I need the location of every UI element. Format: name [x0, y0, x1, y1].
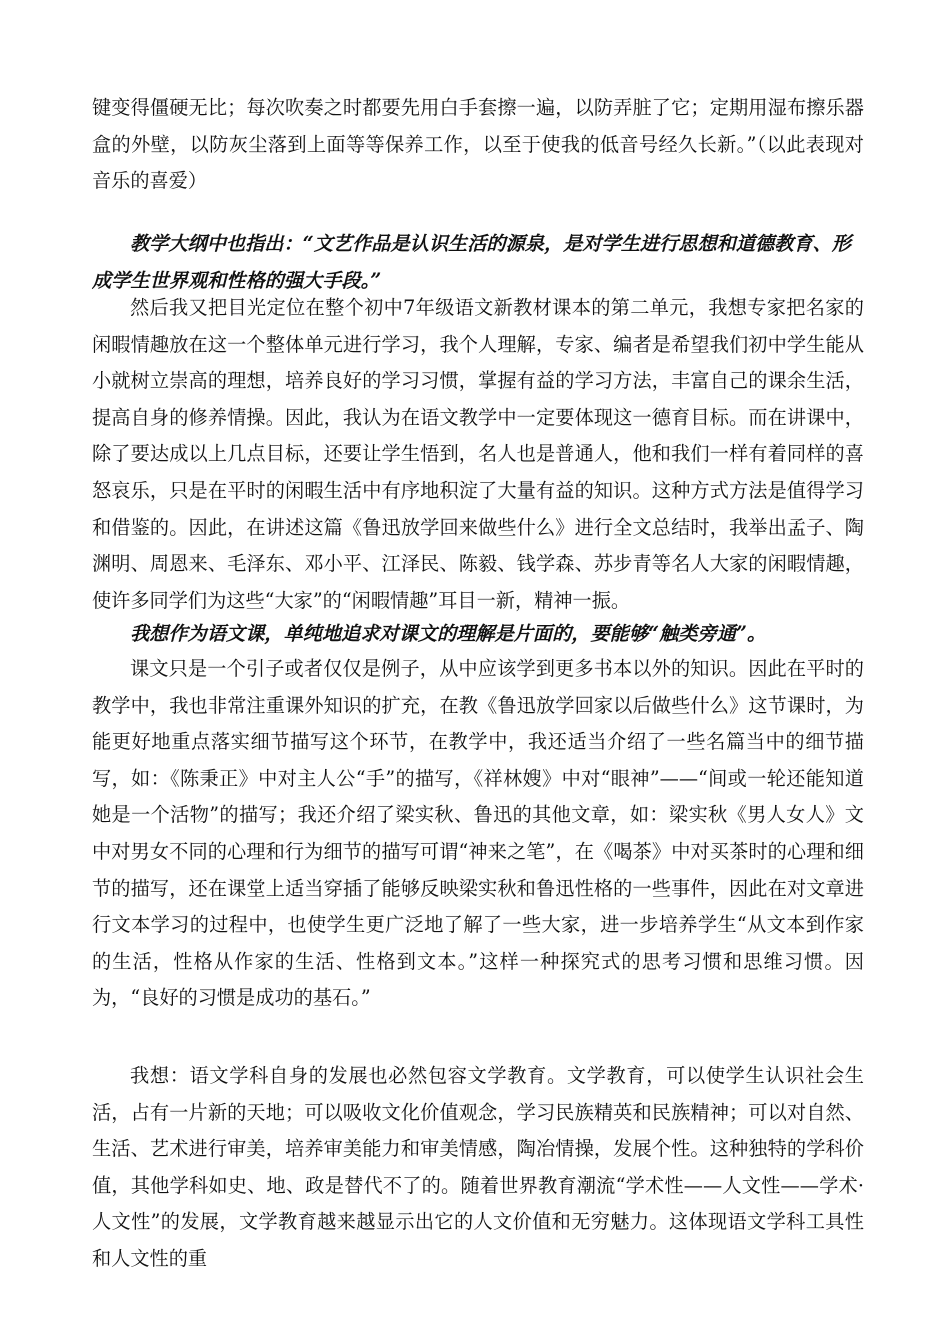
paragraph-unit-focus: 然后我又把目光定位在整个初中7年级语文新教材课本的第二单元，我想专家把名家的闲暇情趣放在这一个整体单元进行学习，我个人理解，专家、编者是希望我们初中学生能从小就树立崇高的理想，培养良好的学习习惯，掌握有益的学习方法，丰富自己的课余生活，提高自身的修养情操。因此，我认为在语文教学中一定要体现这一德育目标。而在讲课中，除了要达成以上几点目标，还要让学生悟到，名人也是普通人，他和我们一样有着同样的喜怒哀乐，只是在平时的闲暇生活中有序地积淀了大量有益的知识。这种方式方法是值得学习和借鉴的。因此，在讲述这篇《鲁迅放学回来做些什么》进行全文总结时，我举出孟子、陶渊明、周恩来、毛泽东、邓小平、江泽民、陈毅、钱学森、苏步青等名人大家的闲暇情趣，使许多同学们为这些“大家”的“闲暇情趣”耳目一新，精神一振。	[92, 296, 864, 612]
chinese-class-quote: 我想作为语文课，单纯地追求对课文的理解是片面的，要能够“触类旁通”。	[130, 622, 767, 645]
syllabus-quote: 教学大纲中也指出：“文艺作品是认识生活的源泉，是对学生进行思想和道德教育、形成学生世界观和性格的强大手段。”	[92, 232, 851, 292]
paragraph-literature: 我想：语文学科自身的发展也必然包容文学教育。文学教育，可以使学生认识社会生活，占有一片新的天地；可以吸收文化价值观念，学习民族精英和民族精神；可以对自然、生活、艺术进行审美，培养审美能力和审美情感，陶冶情操，发展个性。这种独特的学科价值，其他学科如史、地、政是替代不了的。随着世界教育潮流“学术性——人文性——学术·人文性”的发展，文学教育越来越显示出它的人文价值和无穷魅力。这体现语文学科工具性和人文性的重	[92, 1064, 864, 1270]
paragraph-extracurricular: 课文只是一个引子或者仅仅是例子，从中应该学到更多书本以外的知识。因此在平时的教学中，我也非常注重课外知识的扩充，在教《鲁迅放学回家以后做些什么》这节课时，为能更好地重点落实细节描写这个环节，在教学中，我还适当介绍了一些名篇当中的细节描写，如：《陈秉正》中对主人公“手”的描写，《祥林嫂》中对“眼神”——“间或一轮还能知道她是一个活物”的描写；我还介绍了梁实秋、鲁迅的其他文章，如：梁实秋《男人女人》文中对男女不同的心理和行为细节的描写可谓“神来之笔”，在《喝茶》中对买茶时的心理和细节的描写，还在课堂上适当穿插了能够反映梁实秋和鲁迅性格的一些事件，因此在对文章进行文本学习的过程中，也使学生更广泛地了解了一些大家，进一步培养学生“从文本到作家的生活，性格从作家的生活、性格到文本。”这样一种探究式的思考习惯和思维习惯。因为，“良好的习惯是成功的基石。”	[92, 657, 864, 1010]
paragraph-continuation: 键变得僵硬无比；每次吹奏之时都要先用白手套擦一遍，以防弄脏了它；定期用湿布擦乐器盒的外壁，以防灰尘落到上面等等保养工作，以至于使我的低音号经久长新。”（以此表现对音乐的喜爱）	[92, 96, 864, 193]
